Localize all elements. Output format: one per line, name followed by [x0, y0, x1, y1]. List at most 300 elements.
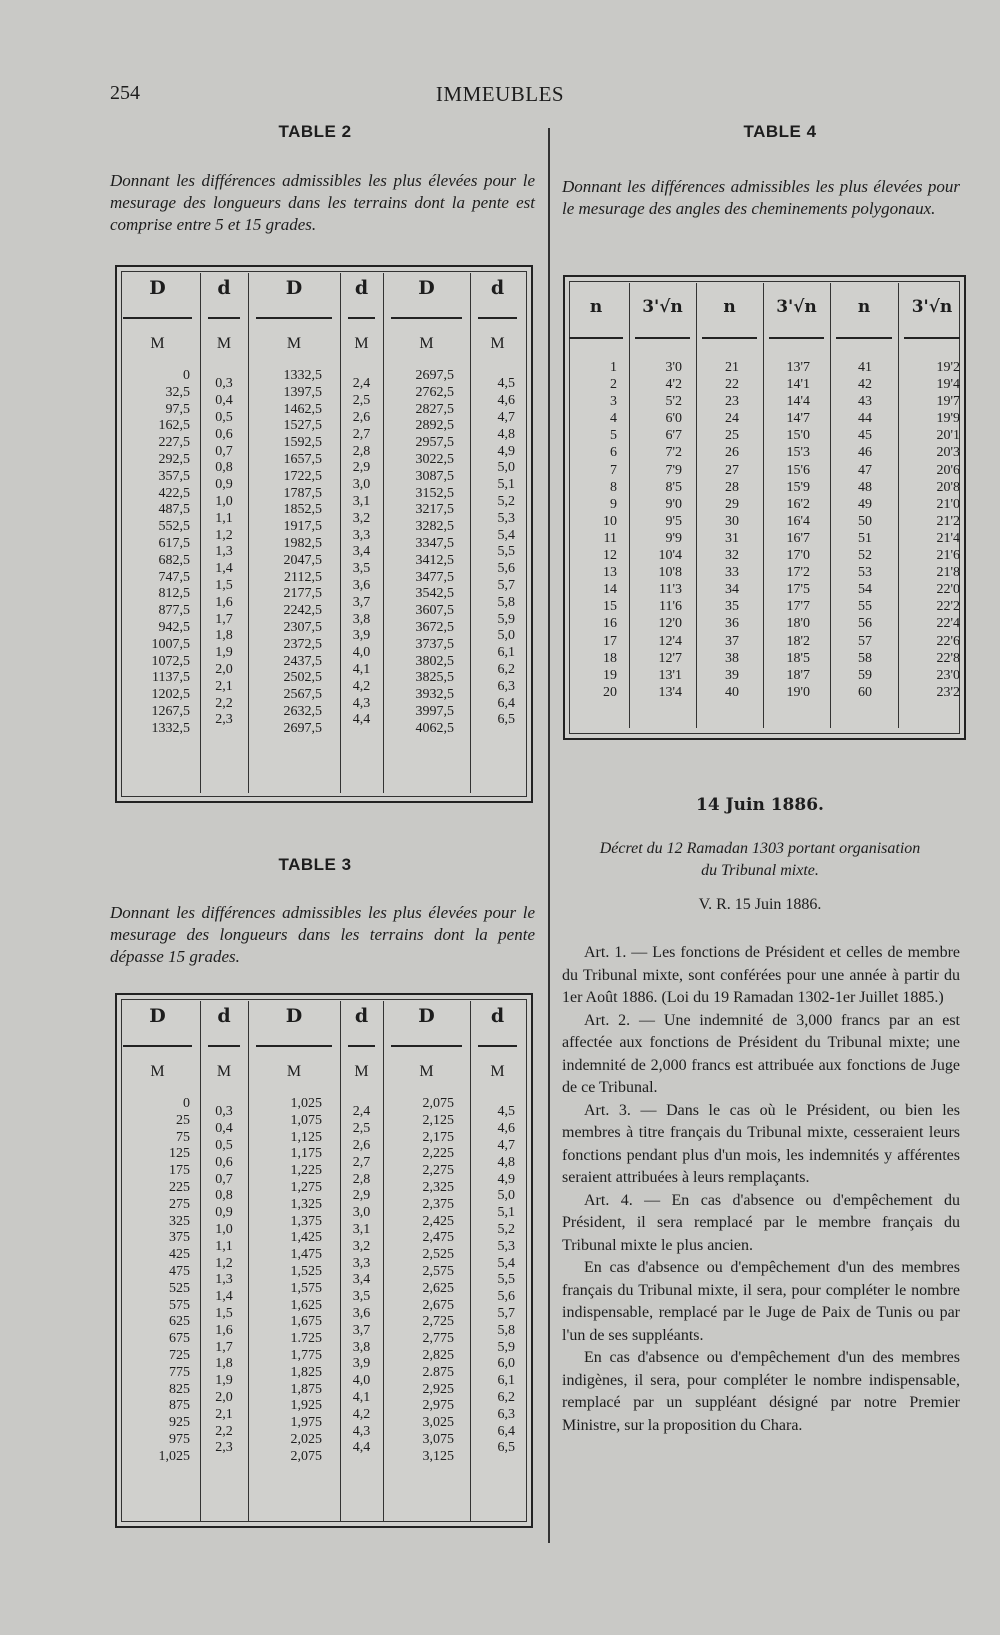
decree-body: [562, 942, 960, 1437]
table4-cell: 48: [858, 479, 872, 495]
table4-cell: 36: [725, 616, 739, 632]
table3-cell: 925: [169, 1415, 190, 1431]
article-4: Art. 4. — En cas d'absence ou d'empêchement du Président, il sera remplacé par le membre français du Tribunal mixte le plus ancien.: [562, 1191, 960, 1254]
table2-cell: 1137,5: [152, 670, 190, 686]
table2-cell: 2,9: [352, 460, 371, 476]
table2-cell: 5,0: [497, 628, 515, 644]
table2-cell: 2567,5: [283, 687, 322, 703]
table2-cell: 3,1: [352, 493, 371, 509]
table3-cell: 2,7: [352, 1154, 371, 1170]
table4-cell: 40: [725, 684, 739, 700]
table3-cell: 25: [176, 1112, 190, 1128]
table4-cell: 8: [610, 479, 617, 495]
table2-cell: 1,2: [215, 527, 233, 543]
table2-cell: 3,0: [352, 477, 371, 493]
table3-cell: 725: [169, 1347, 190, 1363]
table2-cell: 4,5: [497, 376, 515, 392]
table3-header-rule: [208, 1045, 240, 1047]
table2-cell: 1,1: [215, 510, 233, 526]
table2-header-D-5: D: [418, 277, 435, 299]
table4-cell: 20'1: [936, 428, 960, 444]
table2-cell: 4,8: [497, 426, 515, 442]
table3-cell: 5,6: [497, 1289, 515, 1305]
table4-cell: 21'2: [936, 513, 960, 529]
table2-cell: 877,5: [158, 603, 190, 619]
table2-cell: 0: [183, 368, 190, 383]
table2-cell: 2892,5: [415, 418, 454, 434]
table4-cell: 17'0: [786, 548, 810, 564]
table2-cell: 1722,5: [283, 468, 322, 484]
table2-cell: 1,8: [215, 628, 233, 644]
table4-cell: 10'8: [658, 565, 682, 581]
table2-cell: 5,2: [497, 493, 515, 509]
table2-cell: 4,3: [352, 695, 371, 711]
table2-cell: 3347,5: [415, 535, 454, 551]
table3-cell: 425: [169, 1247, 190, 1263]
table3-cell: 0,7: [215, 1171, 233, 1187]
table4-cell: 35: [725, 599, 739, 615]
table4-cell: 21'0: [936, 496, 960, 512]
table2-cell: 6,4: [497, 695, 515, 711]
table4-cell: 19: [603, 667, 617, 683]
table3-cell: 4,4: [352, 1440, 371, 1456]
table2-header-rule: [256, 317, 332, 319]
table3-cell: 1,8: [215, 1356, 233, 1372]
table4-cell: 22'6: [936, 633, 960, 649]
table3-cell: 2,525: [422, 1247, 454, 1263]
table3-header-d-2: d: [217, 1005, 231, 1027]
table2-cell: 3022,5: [415, 451, 454, 467]
table4-cell: 19'0: [786, 684, 810, 700]
table4-cell: 17'2: [786, 565, 810, 581]
table3-cell: 2,575: [422, 1263, 454, 1279]
table3-cell: 2,9: [352, 1188, 371, 1204]
table2-column-D1: [115, 368, 190, 738]
table3-cell: 6,2: [497, 1389, 515, 1405]
article-1: Art. 1. — Les fonctions de Président et celles de membre du Tribunal mixte, sont conférées pour une année à partir du 1er Août 1886. (Loi du 19 Ramadan 1302-1er Juillet 1885.): [562, 944, 960, 1006]
decree-title-line2: du Tribunal mixte.: [701, 862, 819, 879]
table4-cell: 13'1: [658, 667, 682, 683]
table2-cell: 0,3: [215, 376, 233, 392]
table2-cell: 682,5: [158, 552, 190, 568]
table2-header-rule: [123, 317, 192, 319]
table3-cell: 475: [169, 1263, 190, 1279]
table4-cell: 19'4: [936, 377, 960, 393]
table4-cell: 16: [603, 616, 617, 632]
table4-cell: 18'0: [786, 616, 810, 632]
table4-cell: 39: [725, 667, 739, 683]
table2-cell: 6,2: [497, 661, 515, 677]
table4-cell: 14: [603, 582, 617, 598]
table4-cell: 23'0: [936, 667, 960, 683]
table4-cell: 19'9: [936, 411, 960, 427]
table3-cell: 1,9: [215, 1373, 233, 1389]
table3-cell: 2,075: [422, 1096, 454, 1111]
table3-cell: 3,1: [352, 1221, 371, 1237]
table2-cell: 1,6: [215, 594, 233, 610]
table3-cell: 575: [169, 1297, 190, 1313]
table3-cell: 3,7: [352, 1322, 371, 1338]
table4-cell: 3: [610, 394, 617, 410]
table2-cell: 747,5: [158, 569, 190, 585]
table2-cell: 1202,5: [151, 687, 190, 703]
table4-cell: 8'5: [665, 479, 682, 495]
table2-cell: 2,0: [215, 661, 233, 677]
table2-cell: 2957,5: [415, 435, 454, 451]
table2-cell: 1,0: [215, 493, 233, 509]
table4-cell: 24: [725, 411, 739, 427]
table2-cell: 3217,5: [415, 502, 454, 518]
table4-cell: 18: [603, 650, 617, 666]
table2-column-D2: [248, 368, 322, 738]
table3-cell: 125: [169, 1146, 190, 1162]
table2-cell: 0,4: [215, 393, 233, 409]
table4-header-rule: [569, 337, 623, 339]
table4-header-6: 3'√n: [911, 297, 953, 317]
table3-cell: 525: [169, 1280, 190, 1296]
table3-cell: 3,3: [352, 1255, 371, 1271]
table2-cell: 2,1: [215, 678, 233, 694]
table2-cell: 227,5: [158, 435, 190, 451]
table2-unit-1: M: [150, 335, 165, 352]
table2-header-d-2: d: [217, 277, 231, 299]
table3-cell: 5,7: [497, 1305, 515, 1321]
table4-cell: 33: [725, 565, 739, 581]
table4-cell: 15'3: [786, 445, 810, 461]
table4-cell: 47: [858, 462, 872, 478]
table3-cell: 175: [169, 1163, 190, 1179]
table4-header-5: n: [857, 297, 871, 317]
table3-unit-1: M: [150, 1063, 165, 1080]
table2-cell: 3672,5: [415, 619, 454, 635]
table3-cell: 1,025: [158, 1448, 190, 1464]
table3-unit-5: M: [419, 1063, 434, 1080]
table2-header-D-3: D: [285, 277, 303, 299]
table3-cell: 3,075: [422, 1431, 454, 1447]
table2-cell: 5,3: [497, 510, 515, 526]
table3-header-D-5: D: [418, 1005, 435, 1027]
table4-cell: 45: [858, 428, 872, 444]
table2-cell: 2,3: [215, 712, 233, 728]
table4-cell: 5: [610, 428, 617, 444]
table4-cell: 9: [610, 496, 617, 512]
table3-cell: 2,475: [422, 1230, 454, 1246]
table2-cell: 5,1: [497, 477, 515, 493]
table2-cell: 1917,5: [283, 519, 322, 535]
table4-title: TABLE 4: [743, 122, 817, 141]
table3-cell: 2,775: [422, 1331, 454, 1347]
column-divider: [548, 128, 550, 1543]
table4-cell: 58: [858, 650, 872, 666]
table3-cell: 1,575: [290, 1280, 322, 1296]
table3-cell: 2,8: [352, 1171, 371, 1187]
table4-cell: 4: [610, 411, 617, 427]
table2-cell: 3825,5: [415, 670, 454, 686]
table4-cell: 22'2: [936, 599, 960, 615]
table3-cell: 3,6: [352, 1305, 371, 1321]
table2-cell: 32,5: [165, 384, 190, 400]
table3-cell: 0: [183, 1096, 190, 1111]
table2-cell: 3802,5: [415, 653, 454, 669]
table2-cell: 1072,5: [151, 653, 190, 669]
table2-unit-4: M: [354, 335, 369, 352]
table3-cell: 2,825: [422, 1347, 454, 1363]
table2-cell: 2,2: [215, 695, 233, 711]
table3-cell: 2,075: [290, 1448, 322, 1464]
table4-cell: 9'9: [665, 530, 682, 546]
table4-cell: 29: [725, 496, 739, 512]
table4-cell: 17'7: [786, 599, 810, 615]
table4-cell: 3'0: [665, 360, 682, 375]
table3-cell: 5,1: [497, 1205, 515, 1221]
table2-cell: 552,5: [158, 519, 190, 535]
table2-header-rule: [391, 317, 462, 319]
table2-cell: 3282,5: [415, 519, 454, 535]
table3-cell: 4,1: [352, 1389, 371, 1405]
table4-cell: 10: [603, 513, 617, 529]
table4-column-v1: [629, 359, 682, 701]
table3-cell: 2,225: [422, 1146, 454, 1162]
table3-cell: 3,025: [422, 1415, 454, 1431]
table4-cell: 43: [858, 394, 872, 410]
table2-cell: 5,4: [497, 527, 515, 543]
table4-header-2: 3'√n: [642, 297, 683, 317]
table4-cell: 7'9: [665, 462, 682, 478]
table2-cell: 1657,5: [283, 451, 322, 467]
table4-cell: 22'4: [936, 616, 960, 632]
table2-cell: 6,1: [497, 645, 515, 661]
table3-cell: 2,025: [290, 1431, 322, 1447]
table3-cell: 1,125: [290, 1129, 322, 1145]
table3-cell: 3,4: [352, 1272, 371, 1288]
table2-cell: 2502,5: [283, 670, 322, 686]
table2-cell: 5,9: [497, 611, 515, 627]
table4-caption: Donnant les différences admissibles les plus élevées pour le mesurage des angles des cheminements polygonaux.: [562, 177, 960, 218]
table3-cell: 1,825: [290, 1364, 322, 1380]
table4-cell: 38: [725, 650, 739, 666]
table4-cell: 25: [725, 428, 739, 444]
table4-cell: 12: [603, 548, 617, 564]
table2-cell: 3997,5: [415, 703, 454, 719]
table2-cell: 1,7: [215, 611, 233, 627]
table3-header-rule: [256, 1045, 332, 1047]
table3-cell: 3,2: [352, 1238, 371, 1254]
table4-cell: 22'8: [936, 650, 960, 666]
table4-header-rule: [702, 337, 757, 339]
table4-cell: 18'2: [786, 633, 810, 649]
table3-cell: 6,3: [497, 1406, 515, 1422]
table3-unit-3: M: [286, 1063, 302, 1080]
table4-cell: 20: [603, 684, 617, 700]
table4-cell: 9'0: [665, 496, 682, 512]
table4-cell: 14'4: [786, 394, 810, 410]
table3-cell: 1,2: [215, 1255, 233, 1271]
table4-cell: 11'6: [658, 599, 682, 615]
table3-cell: 2,675: [422, 1297, 454, 1313]
table4-header-rule: [635, 337, 690, 339]
table2-caption: Donnant les différences admissibles les plus élevées pour le mesurage des longueurs dans les terrains dont la pente est comprise entre 5 et 15 grades.: [110, 171, 535, 234]
table2-cell: 4,0: [352, 645, 371, 661]
table2-cell: 4,2: [352, 678, 371, 694]
table4-cell: 15'0: [786, 428, 810, 444]
table3-cell: 1,1: [215, 1238, 233, 1254]
table4-cell: 20'3: [936, 445, 960, 461]
table3-cell: 1,225: [290, 1163, 322, 1179]
table4-cell: 14'1: [786, 377, 810, 393]
table2-cell: 487,5: [158, 502, 190, 518]
table3-cell: 1,0: [215, 1221, 233, 1237]
table2-cell: 292,5: [158, 451, 190, 467]
table2-cell: 97,5: [165, 401, 190, 417]
article-3: Art. 3. — Dans le cas où le Président, ou bien les membres à titre français du Tribunal mixte, cesseraient leurs fonctions pendant plus d'un mois, les indemnités y afférentes seraient attribuées à leurs remplaçants.: [562, 1101, 960, 1186]
table4-cell: 16'4: [786, 513, 810, 529]
table3-cell: 3,5: [352, 1289, 371, 1305]
table2-header-d-6: d: [490, 277, 505, 299]
table2-cell: 3,6: [352, 577, 371, 593]
table2-cell: 3,2: [352, 510, 371, 526]
table3-cell: 6,0: [497, 1356, 515, 1372]
table3-cell: 5,4: [497, 1255, 515, 1271]
table2-header-rule: [478, 317, 517, 319]
table4-header-1: n: [589, 297, 603, 317]
table3-cell: 4,7: [497, 1137, 515, 1153]
table4-cell: 42: [858, 377, 872, 393]
table2-column-D3: [383, 368, 454, 738]
table4-cell: 41: [858, 360, 872, 375]
table3-cell: 2,5: [352, 1121, 371, 1137]
table3-cell: 275: [169, 1196, 190, 1212]
table2-cell: 617,5: [158, 535, 190, 551]
table3-cell: 5,9: [497, 1339, 515, 1355]
table4-header-rule: [769, 337, 824, 339]
table4-cell: 6: [610, 445, 617, 461]
table3-cell: 0,8: [215, 1188, 233, 1204]
table4-cell: 9'5: [665, 513, 682, 529]
table4-cell: 10'4: [658, 548, 682, 564]
table4-cell: 20'8: [936, 479, 960, 495]
table2-cell: 4062,5: [415, 720, 454, 736]
table2-cell: 3,9: [352, 628, 371, 644]
page-number: 254: [110, 82, 140, 104]
table2-cell: 1462,5: [283, 401, 322, 417]
table4-cell: 7'2: [665, 445, 682, 461]
table3-unit-2: M: [216, 1063, 232, 1080]
table2-cell: 2437,5: [283, 653, 322, 669]
table3-cell: 1,4: [215, 1289, 233, 1305]
table2-cell: 3152,5: [415, 485, 454, 501]
table4-cell: 2: [610, 377, 617, 393]
table4-cell: 15: [603, 599, 617, 615]
table3-cell: 2,175: [422, 1129, 454, 1145]
table4-cell: 51: [858, 530, 872, 546]
table2-cell: 3087,5: [415, 468, 454, 484]
table4-cell: 5'2: [665, 394, 682, 410]
table3-cell: 2,725: [422, 1314, 454, 1330]
table4-cell: 12'4: [658, 633, 682, 649]
table4-cell: 12'0: [658, 616, 682, 632]
table4-cell: 13'4: [658, 684, 682, 700]
table2-cell: 1787,5: [283, 485, 322, 501]
table3-cell: 1,975: [290, 1415, 322, 1431]
table3-cell: 0,6: [215, 1154, 233, 1170]
table2-header-rule: [348, 317, 375, 319]
table2-column-d3: [470, 376, 515, 729]
table4-cell: 37: [725, 633, 739, 649]
table4-cell: 30: [725, 513, 739, 529]
table2-cell: 6,5: [497, 712, 515, 728]
table2-cell: 1397,5: [283, 384, 322, 400]
table4-cell: 56: [858, 616, 872, 632]
table3-column-d1: [200, 1104, 248, 1457]
table3-cell: 3,8: [352, 1339, 371, 1355]
table4-cell: 31: [725, 530, 739, 546]
table2-header-rule: [208, 317, 240, 319]
table3-column-d2: [340, 1104, 383, 1457]
table4-cell: 16'7: [786, 530, 810, 546]
table2-cell: 2047,5: [283, 552, 322, 568]
table2-column-d2: [340, 376, 383, 729]
table2-cell: 5,0: [497, 460, 515, 476]
table2-unit-2: M: [216, 335, 232, 352]
table3-header-D-1: D: [149, 1005, 166, 1027]
table2-cell: 4,9: [497, 443, 515, 459]
table3-cell: 5,5: [497, 1272, 515, 1288]
table3-cell: 2,325: [422, 1179, 454, 1195]
table2-cell: 812,5: [158, 586, 190, 602]
table2-cell: 3,7: [352, 594, 371, 610]
table2-cell: 1852,5: [283, 502, 322, 518]
table4-cell: 13'7: [786, 360, 810, 375]
table4-cell: 59: [858, 667, 872, 683]
table3-cell: 375: [169, 1230, 190, 1246]
table4-cell: 18'7: [786, 667, 810, 683]
table3-cell: 325: [169, 1213, 190, 1229]
table4-cell: 6'0: [665, 411, 682, 427]
table3-cell: 1.725: [290, 1331, 322, 1347]
table3-cell: 875: [169, 1398, 190, 1414]
table2-header-d-4: d: [354, 277, 369, 299]
table3-header-d-6: d: [490, 1005, 505, 1027]
table2-cell: 1332,5: [283, 368, 322, 383]
table3-cell: 1,625: [290, 1297, 322, 1313]
running-title: IMMEUBLES: [435, 82, 565, 106]
table2-cell: 6,3: [497, 678, 515, 694]
table4-header-4: 3'√n: [776, 297, 817, 317]
table4-cell: 12'7: [658, 650, 682, 666]
article-2: Art. 2. — Une indemnité de 3,000 francs par an est affectée aux fonctions de Président du Tribunal mixte; une indemnité de 2,000 francs est attribuée aux fonctions de Juge de ce Tribunal.: [562, 1011, 960, 1096]
table3-cell: 775: [169, 1364, 190, 1380]
table4-cell: 60: [858, 684, 872, 700]
table2-cell: 942,5: [158, 619, 190, 635]
table3-cell: 2.875: [422, 1364, 454, 1380]
table2-cell: 4,4: [352, 712, 371, 728]
table4-cell: 21'6: [936, 548, 960, 564]
table3-cell: 1,3: [215, 1272, 233, 1288]
table2-cell: 2307,5: [283, 619, 322, 635]
table2-cell: 2,5: [352, 393, 371, 409]
table3-cell: 1,075: [290, 1112, 322, 1128]
table2-cell: 5,8: [497, 594, 515, 610]
table4-cell: 14'7: [786, 411, 810, 427]
table3-unit-6: M: [490, 1063, 505, 1080]
table4-cell: 21: [725, 360, 739, 375]
table3-header-D-3: D: [285, 1005, 303, 1027]
table3-cell: 825: [169, 1381, 190, 1397]
table3-cell: 4,0: [352, 1373, 371, 1389]
table3-cell: 1,325: [290, 1196, 322, 1212]
table3-caption: Donnant les différences admissibles les plus élevées pour le mesurage des longueurs dans les terrains dont la pente dépasse 15 grades.: [110, 903, 535, 966]
table4-cell: 50: [858, 513, 872, 529]
